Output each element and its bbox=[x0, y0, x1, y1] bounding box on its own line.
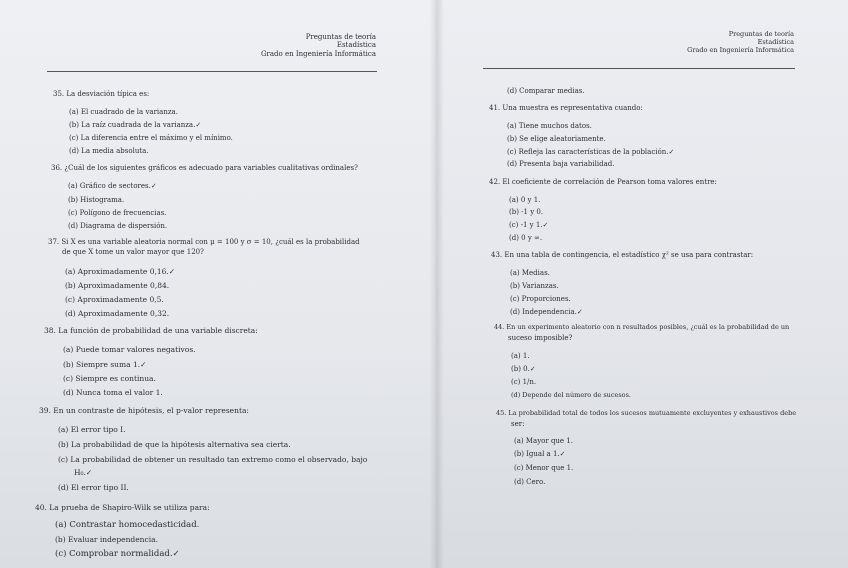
option-44c: (c) 1/n. bbox=[511, 378, 537, 386]
question-45-line1: 45. La probabilidad total de todos los sucesos mutuamente excluyentes y exhaustivos debe bbox=[496, 409, 797, 417]
option-42a: (a) 0 y 1. bbox=[509, 196, 541, 204]
option-35c: (c) La diferencia entre el máximo y el mínimo. bbox=[69, 134, 233, 142]
header-subject: Estadística bbox=[336, 41, 376, 50]
option-36b: (b) Histograma. bbox=[68, 196, 125, 204]
option-40d: (d) Comparar medias. bbox=[507, 87, 585, 95]
option-43a: (a) Medias. bbox=[510, 269, 550, 277]
option-44b: (b) 0.✓ bbox=[511, 365, 536, 373]
option-37b: (b) Aproximadamente 0,84. bbox=[65, 281, 170, 290]
question-35: 35. La desviación típica es: bbox=[53, 90, 150, 98]
option-39c: (c) La probabilidad de obtener un resultado tan extremo como el observado, bajo bbox=[58, 455, 368, 464]
left-header bbox=[261, 33, 376, 58]
option-35a: (a) El cuadrado de la varianza. bbox=[69, 108, 178, 116]
question-40: 40. La prueba de Shapiro-Wilk se utiliza para: bbox=[35, 503, 210, 512]
question-44-line1: 44. En un experimento aleatorio con n resultados posibles, ¿cuál es la probabilidad de un bbox=[494, 323, 790, 331]
header-degree: Grado en Ingeniería Informática bbox=[260, 49, 376, 58]
option-45c: (c) Menor que 1. bbox=[514, 464, 574, 472]
option-40b: (b) Evaluar independencia. bbox=[55, 535, 158, 544]
question-42: 42. El coeficiente de correlación de Pearson toma valores entre: bbox=[489, 178, 717, 186]
option-43d: (d) Independencia.✓ bbox=[510, 308, 583, 316]
option-39c-cont: H₀.✓ bbox=[74, 468, 93, 477]
option-39d: (d) El error tipo II. bbox=[58, 483, 129, 492]
option-37c: (c) Aproximadamente 0,5. bbox=[65, 295, 164, 304]
question-39: 39. En un contraste de hipótesis, el p-valor representa: bbox=[39, 406, 249, 415]
question-44-line2: suceso imposible? bbox=[508, 334, 573, 342]
option-39a: (a) El error tipo I. bbox=[58, 425, 126, 434]
option-38a: (a) Puede tomar valores negativos. bbox=[63, 345, 196, 354]
header-title: Preguntas de teoría bbox=[728, 30, 794, 38]
question-38: 38. La función de probabilidad de una variable discreta: bbox=[44, 326, 258, 335]
right-header bbox=[687, 31, 794, 54]
option-37d: (d) Aproximadamente 0,32. bbox=[65, 309, 170, 318]
option-40c: (c) Comprobar normalidad.✓ bbox=[55, 549, 180, 559]
option-42c: (c) -1 y 1.✓ bbox=[509, 221, 549, 229]
header-subject: Estadística bbox=[757, 37, 794, 46]
option-38d: (d) Nunca toma el valor 1. bbox=[63, 388, 163, 397]
question-37-line1: 37. Si X es una variable aleatoria normal con μ = 100 y σ = 10, ¿cuál es la probabilidad bbox=[48, 238, 360, 246]
option-38b: (b) Siempre suma 1.✓ bbox=[63, 360, 147, 369]
question-43: 43. En una tabla de contingencia, el estadístico χ² se usa para contrastar: bbox=[491, 251, 754, 259]
option-38c: (c) Siempre es continua. bbox=[63, 374, 156, 383]
right-header-rule bbox=[483, 68, 795, 69]
left-header-rule bbox=[47, 71, 377, 72]
header-title: Preguntas de teoría bbox=[305, 33, 376, 41]
option-36a: (a) Gráfico de sectores.✓ bbox=[68, 182, 157, 190]
option-41c: (c) Refleja las características de la población.✓ bbox=[507, 148, 675, 156]
option-41a: (a) Tiene muchos datos. bbox=[507, 122, 592, 130]
right-page bbox=[436, 0, 848, 568]
question-41: 41. Una muestra es representativa cuando: bbox=[489, 104, 643, 112]
option-41d: (d) Presenta baja variabilidad. bbox=[507, 160, 615, 168]
option-45d: (d) Cero. bbox=[514, 478, 546, 486]
question-45-line2: ser: bbox=[511, 420, 525, 428]
option-43b: (b) Varianzas. bbox=[510, 282, 559, 290]
option-40a: (a) Contrastar homocedasticidad. bbox=[55, 520, 200, 530]
option-42b: (b) -1 y 0. bbox=[509, 208, 544, 216]
option-39b: (b) La probabilidad de que la hipótesis alternativa sea cierta. bbox=[58, 440, 291, 449]
option-43c: (c) Proporciones. bbox=[510, 295, 571, 303]
question-37-line2: de que X tome un valor mayor que 120? bbox=[62, 248, 204, 256]
option-45b: (b) Igual a 1.✓ bbox=[514, 450, 566, 458]
option-42d: (d) 0 y ∞. bbox=[509, 234, 543, 242]
page-fold bbox=[430, 0, 444, 568]
header-degree: Grado en Ingeniería Informática bbox=[687, 45, 794, 54]
option-35b: (b) La raíz cuadrada de la varianza.✓ bbox=[69, 121, 202, 129]
option-44d: (d) Depende del número de sucesos. bbox=[511, 391, 631, 399]
option-44a: (a) 1. bbox=[511, 352, 530, 360]
option-35d: (d) La media absoluta. bbox=[69, 147, 149, 155]
question-36: 36. ¿Cuál de los siguientes gráficos es adecuado para variables cualitativas ordinales? bbox=[51, 164, 358, 172]
option-36d: (d) Diagrama de dispersión. bbox=[68, 222, 168, 230]
option-41b: (b) Se elige aleatoriamente. bbox=[507, 135, 606, 143]
option-45a: (a) Mayor que 1. bbox=[514, 437, 573, 445]
option-37a: (a) Aproximadamente 0,16.✓ bbox=[65, 267, 176, 276]
option-36c: (c) Polígono de frecuencias. bbox=[68, 209, 167, 217]
